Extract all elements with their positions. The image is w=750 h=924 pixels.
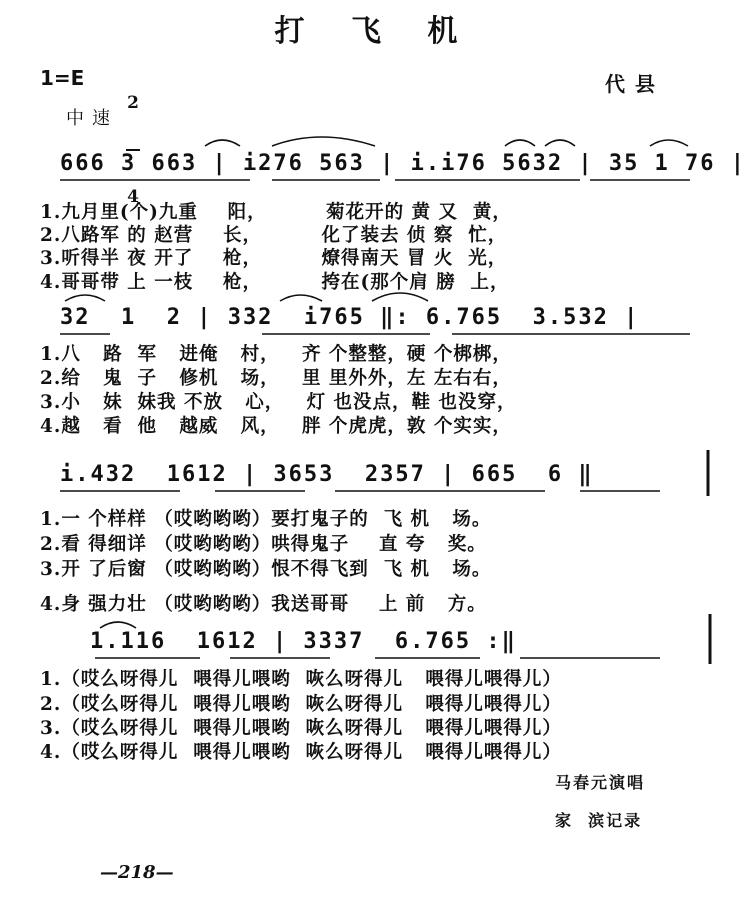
- notation-line-3: i.432 1612 | 3653 2357 | 665 6 ‖: [60, 462, 594, 487]
- page-number: —218—: [100, 862, 174, 883]
- tempo-marking: 中速: [66, 108, 118, 129]
- lyric-line-2-4: 4.越 看 他 越威 风， 胖 个虎虎，敦 个实实，: [40, 416, 512, 437]
- song-region: 代县: [605, 72, 665, 96]
- slur-mark: [372, 293, 428, 301]
- slur-mark: [272, 137, 375, 146]
- lyric-line-3-1: 1.一 个样样 （哎哟哟哟）要打鬼子的 飞 机 场。: [40, 509, 492, 530]
- lyric-line-3-4: 4.身 强力壮 （哎哟哟哟）我送哥哥 上 前 方。: [40, 594, 487, 615]
- lyric-line-2-2: 2.给 鬼 子 修机 场， 里 里外外，左 左右右，: [40, 368, 512, 389]
- lyric-line-1-2: 2.八路军 的 赵营 长， 化了装去 侦 察 忙，: [40, 225, 508, 246]
- key-signature: 1=E: [40, 66, 85, 90]
- slur-mark: [505, 140, 535, 146]
- lyric-line-2-3: 3.小 妹 妹我 不放 心， 灯 也没点，鞋 也没穿，: [40, 392, 517, 413]
- time-signature-bottom: 4: [127, 187, 139, 207]
- slur-mark: [65, 295, 105, 301]
- slur-mark: [650, 140, 688, 146]
- song-title: 打 飞 机: [274, 14, 476, 49]
- lyric-line-1-3: 3.听得半 夜 开了 枪， 燎得南天 冒 火 光，: [40, 248, 508, 269]
- lyric-line-4-2: 2.（哎么呀得儿 喂得儿喂哟 咴么呀得儿 喂得儿喂得儿）: [40, 694, 562, 715]
- lyric-line-4-3: 3.（哎么呀得儿 喂得儿喂哟 咴么呀得儿 喂得儿喂得儿）: [40, 718, 562, 739]
- lyric-line-4-1: 1.（哎么呀得儿 喂得儿喂哟 咴么呀得儿 喂得儿喂得儿）: [40, 669, 562, 690]
- notation-line-4: 1.116 1612 | 3337 6.765 :‖: [90, 629, 517, 654]
- notation-line-2: 32 1 2 | 332 i765 ‖: 6.765 3.532 |: [60, 305, 640, 330]
- lyric-line-1-1: 1.九月里(个)九重 阳， 菊花开的 黄 又 黄，: [40, 202, 512, 223]
- lyric-line-2-1: 1.八 路 军 进俺 村， 齐 个整整，硬 个梆梆，: [40, 344, 512, 365]
- lyric-line-4-4: 4.（哎么呀得儿 喂得儿喂哟 咴么呀得儿 喂得儿喂得儿）: [40, 742, 562, 763]
- lyric-line-3-3: 3.开 了后窗 （哎哟哟哟）恨不得飞到 飞 机 场。: [40, 559, 492, 580]
- lyric-line-3-2: 2.看 得细详 （哎哟哟哟）哄得鬼子 直 夸 奖。: [40, 534, 487, 555]
- credit-recorder: 家 滨记录: [555, 811, 643, 830]
- time-signature-top: 2: [127, 93, 139, 113]
- lyric-line-1-4: 4.哥哥带 上 一枝 枪， 挎在(那个肩 膀 上，: [40, 272, 510, 293]
- slur-mark: [100, 622, 136, 628]
- slur-mark: [205, 140, 240, 146]
- slur-mark: [545, 140, 575, 146]
- notation-line-1: 666 3 663 | i276 563 | i.i76 5632 | 35 1 76 |: [60, 151, 747, 176]
- slur-mark: [280, 295, 322, 301]
- credit-singer: 马春元演唱: [555, 773, 646, 792]
